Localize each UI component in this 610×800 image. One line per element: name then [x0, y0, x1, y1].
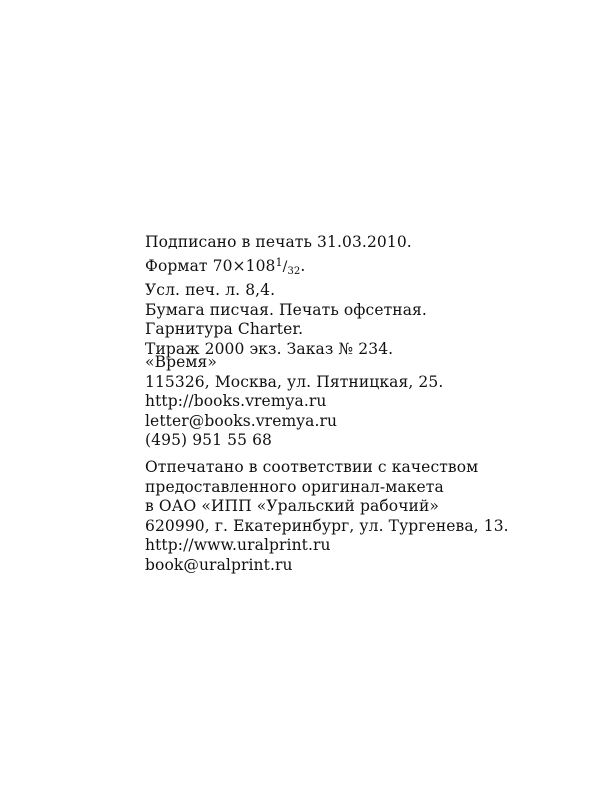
format-fraction-denominator: 32 [287, 265, 301, 277]
publisher-website: http://books.vremya.ru [145, 392, 327, 411]
printer-email: book@uralprint.ru [145, 555, 293, 574]
signed-to-print-line: Подписано в печать 31.03.2010. [145, 233, 412, 251]
printer-address: 620990, г. Екатеринбург, ул. Тургенева, 13. [145, 516, 509, 535]
printer-line-1: Отпечатано в соответствии с качеством [145, 458, 479, 476]
format-line [145, 253, 585, 282]
format-fraction-numerator: 1 [275, 255, 283, 269]
publisher-phone: (495) 951 55 68 [145, 431, 272, 450]
printer-website: http://www.uralprint.ru [145, 536, 331, 555]
print-run-line: Тираж 2000 экз. Заказ № 234. [145, 339, 394, 358]
format-fraction [276, 253, 301, 282]
paper-line: Бумага писчая. Печать офсетная. [145, 300, 427, 319]
publisher-email: letter@books.vremya.ru [145, 411, 338, 430]
publisher-address: 115326, Москва, ул. Пятницкая, 25. [145, 372, 444, 391]
typeface-line: Гарнитура Charter. [145, 320, 304, 339]
printer-line-3: в ОАО «ИПП «Уральский рабочий» [145, 497, 440, 516]
imprint-block [145, 233, 585, 360]
format-prefix: Формат 70×108 [145, 256, 276, 275]
format-fraction-slash: / [282, 258, 288, 275]
format-suffix: . [300, 256, 306, 275]
publisher-name: «Время» [145, 353, 217, 371]
printer-block [145, 458, 585, 576]
printed-sheets-line: Усл. печ. л. 8,4. [145, 281, 276, 300]
printer-line-2: предоставленного оригинал-макета [145, 477, 444, 496]
publisher-block [145, 353, 585, 451]
